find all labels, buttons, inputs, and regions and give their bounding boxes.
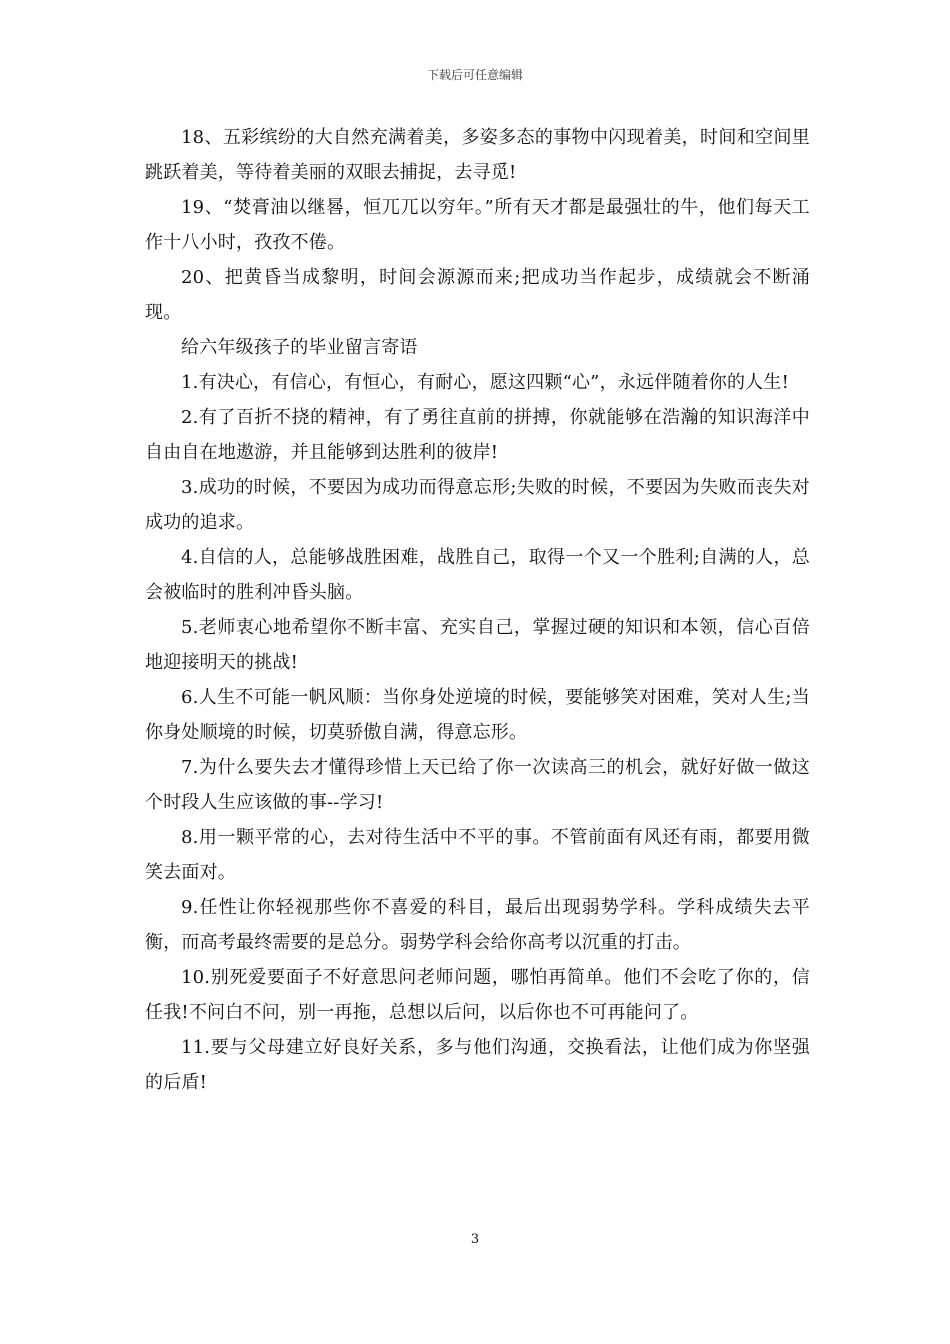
section-heading: 给六年级孩子的毕业留言寄语 bbox=[181, 337, 418, 358]
paragraph-19: 19、“焚膏油以继晷，恒兀兀以穷年。”所有天才都是最强壮的牛，他们每天工作十八小时，孜孜不倦。 bbox=[145, 197, 810, 253]
list-item-9: 9.任性让你轻视那些你不喜爱的科目，最后出现弱势学科。学科成绩失去平衡，而高考最终需要的是总分。弱势学科会给你高考以沉重的打击。 bbox=[145, 897, 810, 953]
list-item-8: 8.用一颗平常的心，去对待生活中不平的事。不管前面有风还有雨，都要用微笑去面对。 bbox=[145, 827, 810, 883]
page-header: 下载后可任意编辑 bbox=[426, 68, 523, 82]
list-item-6: 6.人生不可能一帆风顺：当你身处逆境的时候，要能够笑对困难，笑对人生;当你身处顺境的时候，切莫骄傲自满，得意忘形。 bbox=[145, 687, 810, 743]
list-item-10: 10.别死爱要面子不好意思问老师问题，哪怕再简单。他们不会吃了你的，信任我!不问白不问，别一再拖，总想以后问，以后你也不可再能问了。 bbox=[145, 967, 810, 1023]
document-body bbox=[145, 120, 810, 1100]
list-item-2: 2.有了百折不挠的精神，有了勇往直前的拼搏，你就能够在浩瀚的知识海洋中自由自在地遨游，并且能够到达胜利的彼岸! bbox=[145, 407, 810, 463]
list-item-4: 4.自信的人，总能够战胜困难，战胜自己，取得一个又一个胜利;自满的人，总会被临时的胜利冲昏头脑。 bbox=[145, 547, 810, 603]
page-number: 3 bbox=[470, 1232, 480, 1247]
list-item-1: 1.有决心，有信心，有恒心，有耐心，愿这四颗“心”，永远伴随着你的人生! bbox=[181, 372, 790, 393]
paragraph-20: 20、把黄昏当成黎明，时间会源源而来;把成功当作起步，成绩就会不断涌现。 bbox=[145, 267, 810, 323]
list-item-11: 11.要与父母建立好良好关系，多与他们沟通，交换看法，让他们成为你坚强的后盾! bbox=[145, 1037, 810, 1093]
list-item-3: 3.成功的时候，不要因为成功而得意忘形;失败的时候，不要因为失败而丧失对成功的追求。 bbox=[145, 477, 810, 533]
list-item-7: 7.为什么要失去才懂得珍惜上天已给了你一次读高三的机会，就好好做一做这个时段人生应该做的事--学习! bbox=[145, 757, 810, 813]
paragraph-18: 18、五彩缤纷的大自然充满着美，多姿多态的事物中闪现着美，时间和空间里跳跃着美，等待着美丽的双眼去捕捉，去寻觅! bbox=[145, 127, 810, 183]
list-item-5: 5.老师衷心地希望你不断丰富、充实自己，掌握过硬的知识和本领，信心百倍地迎接明天的挑战! bbox=[145, 617, 810, 673]
